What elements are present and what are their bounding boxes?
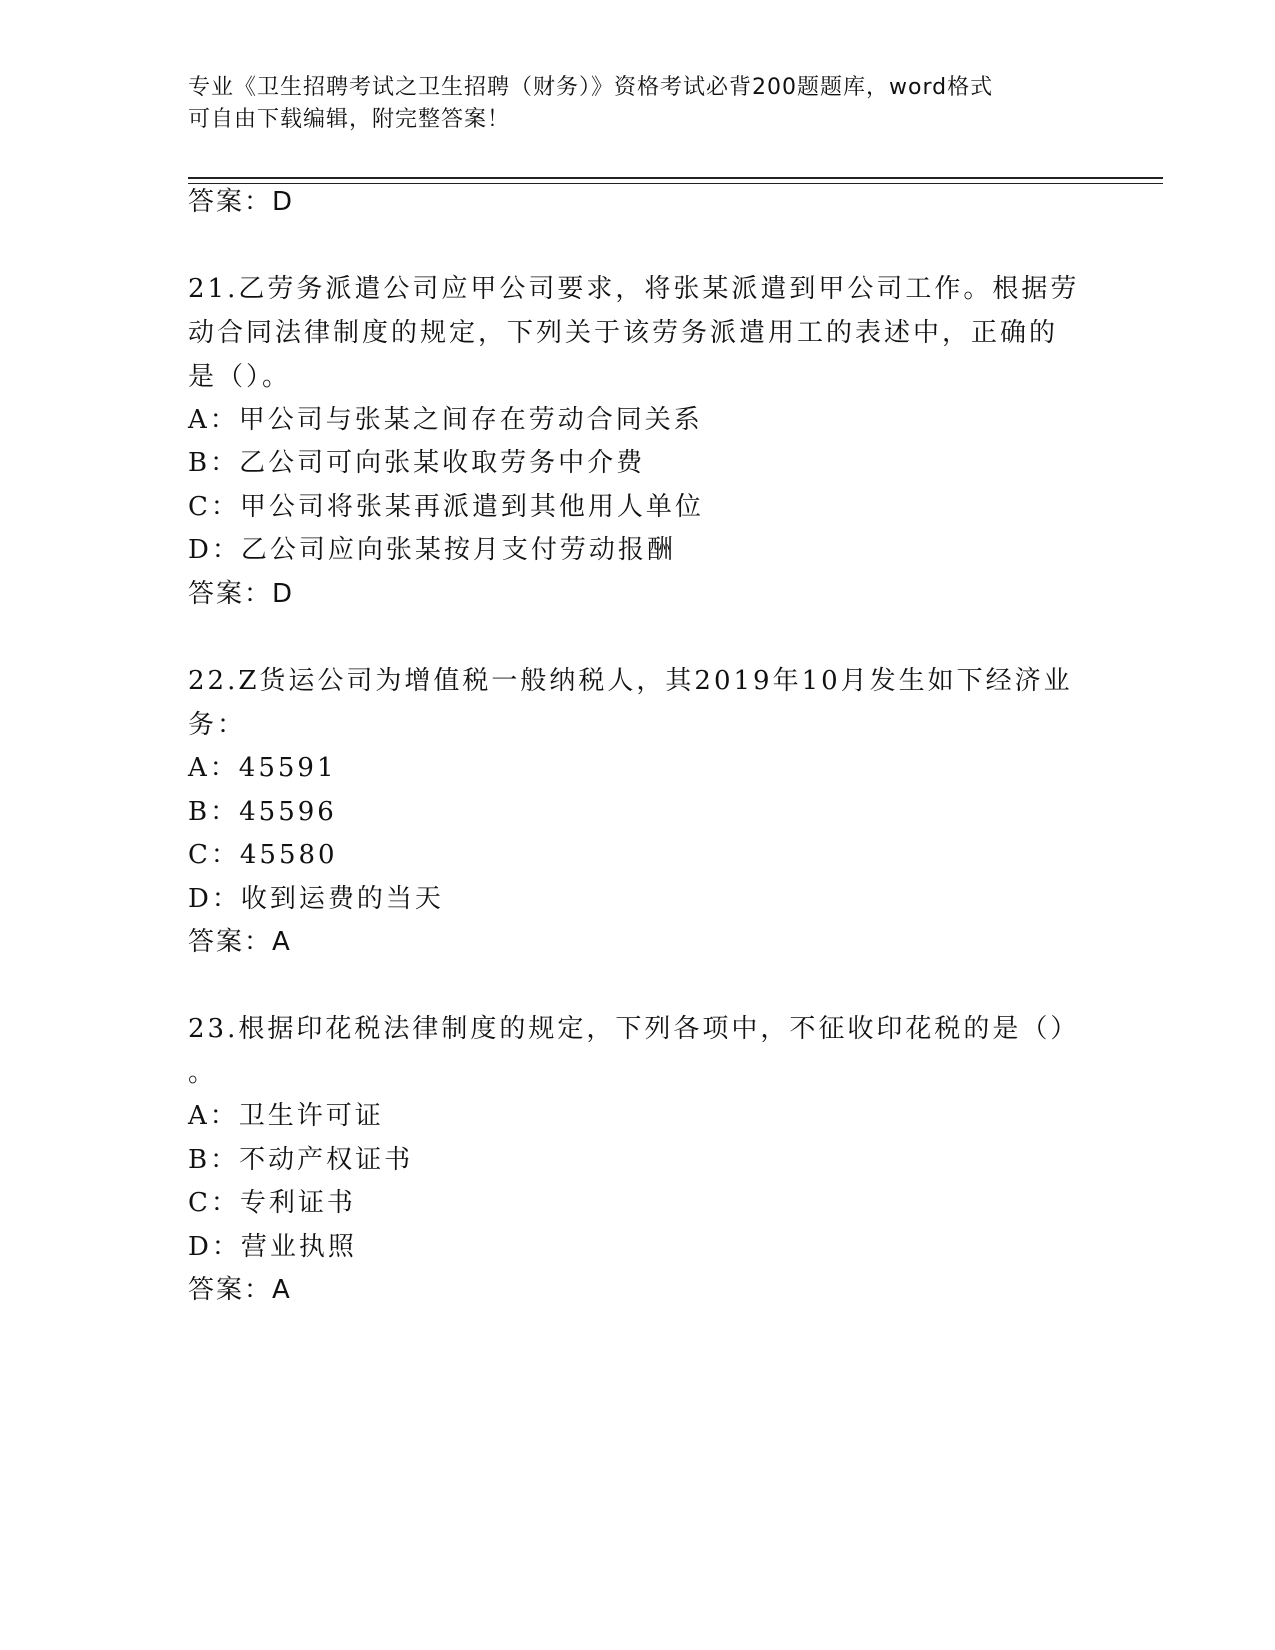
option-b: B：不动产权证书: [188, 1145, 414, 1175]
header-divider-thin: [188, 183, 1163, 184]
option-d: D：乙公司应向张某按月支付劳动报酬: [188, 535, 676, 565]
option-c: C：45580: [188, 840, 338, 870]
option-c: C：专利证书: [188, 1188, 356, 1218]
header-divider-thick: [188, 177, 1163, 179]
question-stem-line: 22.Z货运公司为增值税一般纳税人，其2019年10月发生如下经济业: [188, 666, 1073, 696]
question-stem-line: 动合同法律制度的规定，下列关于该劳务派遣用工的表述中，正确的: [188, 318, 1059, 348]
option-d: D：收到运费的当天: [188, 884, 444, 914]
question-stem-line: 。: [188, 1058, 218, 1088]
option-b: B：乙公司可向张某收取劳务中介费: [188, 448, 646, 478]
question-stem-line: 务：: [188, 710, 247, 740]
answer: 答案：A: [188, 927, 292, 957]
header-line-1: 专业《卫生招聘考试之卫生招聘（财务）》资格考试必背200题题库，word格式: [188, 75, 994, 100]
header-line-2: 可自由下载编辑，附完整答案！: [188, 107, 511, 132]
question-stem-line: 23.根据印花税法律制度的规定，下列各项中，不征收印花税的是（）: [188, 1014, 1080, 1044]
answer: 答案：A: [188, 1275, 292, 1305]
option-a: A：卫生许可证: [188, 1101, 384, 1131]
question-stem-line: 是（）。: [188, 362, 292, 392]
option-c: C：甲公司将张某再派遣到其他用人单位: [188, 492, 704, 522]
option-d: D：营业执照: [188, 1232, 357, 1262]
document-header: [188, 72, 1068, 136]
question-stem-line: 21.乙劳务派遣公司应甲公司要求，将张某派遣到甲公司工作。根据劳: [188, 274, 1080, 304]
option-b: B：45596: [188, 797, 337, 827]
option-a: A：45591: [188, 753, 337, 783]
answer: 答案：D: [188, 579, 295, 609]
previous-answer: 答案：D: [188, 187, 295, 217]
option-a: A：甲公司与张某之间存在劳动合同关系: [188, 405, 703, 435]
